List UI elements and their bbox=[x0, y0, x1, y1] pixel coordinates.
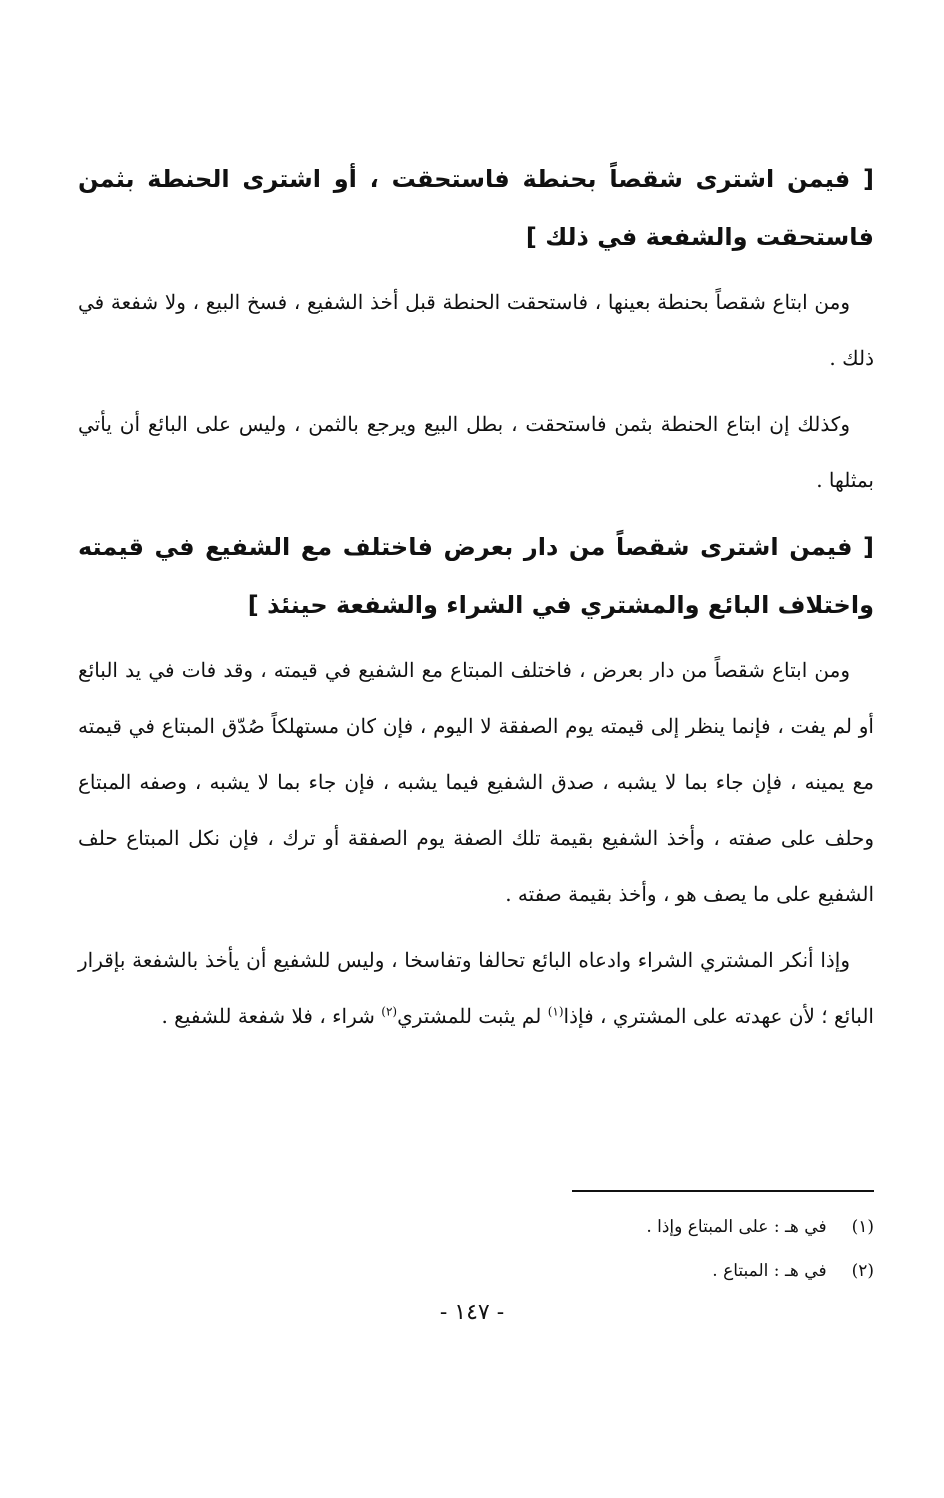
page-number: - ١٤٧ - bbox=[439, 1300, 505, 1325]
section-heading-1: [ فيمن اشترى شقصاً بحنطة فاستحقت ، أو اشترى الحنطة بثمن فاستحقت والشفعة في ذلك ] bbox=[78, 165, 874, 251]
footnote-2 bbox=[274, 1249, 874, 1293]
footnote-2-number: (٢) bbox=[851, 1261, 874, 1281]
footnote-2-text: في هـ : المبتاع . bbox=[712, 1261, 827, 1281]
footnotes bbox=[274, 1205, 874, 1293]
paragraph-3: ومن ابتاع شقصاً من دار بعرض ، فاختلف المبتاع مع الشفيع في قيمته ، وقد فات في يد البائع أو لم يفت ، فإنما ينظر إلى قيمته يوم الصفقة لا اليوم ، فإن كان مستهلكاً صُدّق المبتاع في قيمته مع يمينه ، فإن جاء بما لا يشبه ، صدق الشفيع فيما يشبه ، فإن جاء بما لا يشبه ، وصفه المبتاع وحلف على صفته ، وأخذ الشفيع بقيمة تلك الصفة يوم الصفقة أو ترك ، فإن نكل المبتاع حلف الشفيع على ما يصف هو ، وأخذ بقيمة صفته . bbox=[78, 658, 874, 906]
paragraph-4 bbox=[78, 932, 874, 1044]
paragraph-4-part3: شراء ، فلا شفعة للشفيع . bbox=[161, 1004, 382, 1028]
main-text bbox=[78, 150, 874, 1054]
paragraph-4-part1: وإذا أنكر المشتري الشراء وادعاه البائع تحالفا وتفاسخا ، وليس للشفيع أن يأخذ بالشفعة بإقرار البائع ؛ لأن عهدته على المشتري ، فإذا bbox=[78, 948, 874, 1028]
paragraph-4-part2: لم يثبت للمشتري bbox=[397, 1004, 548, 1028]
paragraph-1: ومن ابتاع شقصاً بحنطة بعينها ، فاستحقت الحنطة قبل أخذ الشفيع ، فسخ البيع ، ولا شفعة في ذلك . bbox=[78, 290, 874, 370]
paragraph-2: وكذلك إن ابتاع الحنطة بثمن فاستحقت ، بطل البيع ويرجع بالثمن ، وليس على البائع أن يأتي بمثلها . bbox=[78, 412, 874, 492]
footnote-1-number: (١) bbox=[851, 1217, 874, 1237]
footnote-ref-1: (١) bbox=[547, 1004, 564, 1019]
footnote-ref-2: (٢) bbox=[381, 1004, 398, 1019]
section-heading-2: [ فيمن اشترى شقصاً من دار بعرض فاختلف مع الشفيع في قيمته واختلاف البائع والمشتري في الشراء والشفعة حينئذ ] bbox=[78, 533, 874, 619]
footnote-divider bbox=[572, 1190, 874, 1192]
footnote-1 bbox=[274, 1205, 874, 1249]
footnote-1-text: في هـ : على المبتاع وإذا . bbox=[646, 1217, 827, 1237]
